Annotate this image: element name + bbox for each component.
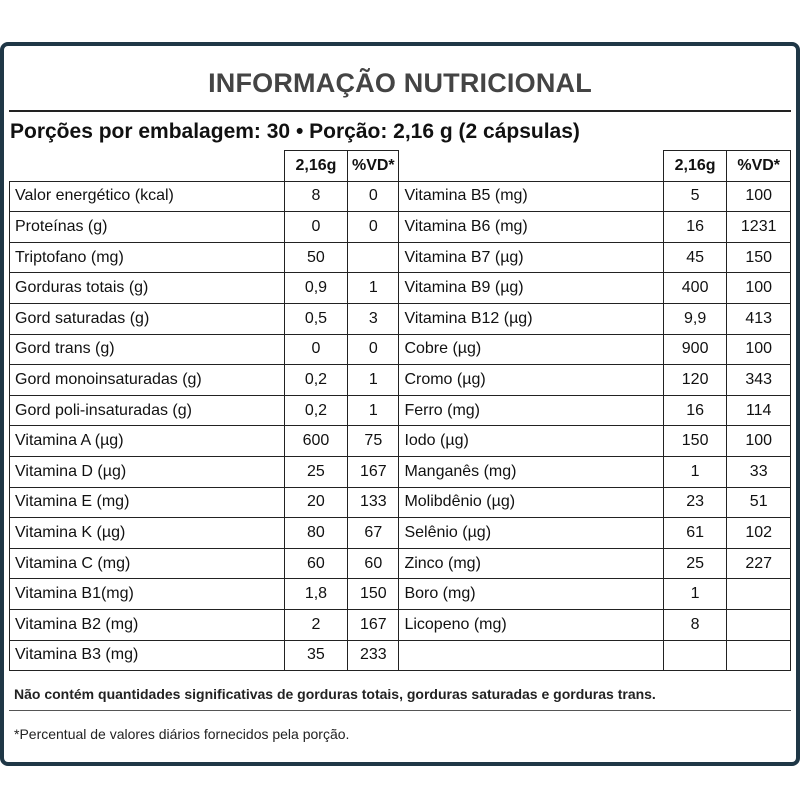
dv-left: 133 xyxy=(348,487,399,518)
dv-left: 1 xyxy=(348,273,399,304)
amount-left: 1,8 xyxy=(284,579,348,610)
amount-left: 50 xyxy=(284,242,348,273)
nutrient-name-left: Vitamina K (µg) xyxy=(10,518,285,549)
amount-right: 1 xyxy=(663,456,727,487)
nutrient-name-right: Molibdênio (µg) xyxy=(399,487,663,518)
nutrient-name-right: Vitamina B12 (µg) xyxy=(399,303,663,334)
amount-right: 25 xyxy=(663,548,727,579)
dv-right: 114 xyxy=(727,395,791,426)
amount-right: 1 xyxy=(663,579,727,610)
dv-right: 102 xyxy=(727,518,791,549)
nutrient-name-right: Zinco (mg) xyxy=(399,548,663,579)
dv-left: 0 xyxy=(348,212,399,243)
nutrient-name-left: Gord monoinsaturadas (g) xyxy=(10,365,285,396)
nutrient-name-left: Gorduras totais (g) xyxy=(10,273,285,304)
dv-right: 51 xyxy=(727,487,791,518)
amount-left: 8 xyxy=(284,181,348,212)
amount-right: 8 xyxy=(663,609,727,640)
nutrient-name-right: Cromo (µg) xyxy=(399,365,663,396)
amount-right: 9,9 xyxy=(663,303,727,334)
nutrient-name-right: Boro (mg) xyxy=(399,579,663,610)
dv-right: 1231 xyxy=(727,212,791,243)
amount-left: 80 xyxy=(284,518,348,549)
nutrient-name-right: Iodo (µg) xyxy=(399,426,663,457)
nutrient-name-left: Vitamina B1(mg) xyxy=(10,579,285,610)
header-dv-right: %VD* xyxy=(727,151,791,182)
table-row xyxy=(10,273,791,304)
table-header-row xyxy=(10,151,791,182)
dv-left: 167 xyxy=(348,609,399,640)
table-row xyxy=(10,609,791,640)
nutrient-name-right: Vitamina B7 (µg) xyxy=(399,242,663,273)
dv-left: 233 xyxy=(348,640,399,671)
nutrient-name-right: Vitamina B9 (µg) xyxy=(399,273,663,304)
dv-right: 227 xyxy=(727,548,791,579)
dv-left: 1 xyxy=(348,365,399,396)
dv-left: 3 xyxy=(348,303,399,334)
amount-right: 900 xyxy=(663,334,727,365)
nutrient-name-right: Cobre (µg) xyxy=(399,334,663,365)
dv-left: 167 xyxy=(348,456,399,487)
nutrient-name-left: Gord trans (g) xyxy=(10,334,285,365)
nutrient-name-right: Vitamina B5 (mg) xyxy=(399,181,663,212)
dv-left: 75 xyxy=(348,426,399,457)
table-row xyxy=(10,456,791,487)
amount-left: 0,2 xyxy=(284,395,348,426)
table-row xyxy=(10,426,791,457)
dv-right xyxy=(727,579,791,610)
amount-right: 23 xyxy=(663,487,727,518)
nutrient-name-left: Vitamina D (µg) xyxy=(10,456,285,487)
nutrient-name-right: Selênio (µg) xyxy=(399,518,663,549)
dv-left: 67 xyxy=(348,518,399,549)
dv-left: 150 xyxy=(348,579,399,610)
nutrition-panel xyxy=(0,42,800,766)
nutrient-name-right: Manganês (mg) xyxy=(399,456,663,487)
table-row xyxy=(10,395,791,426)
header-dv-left: %VD* xyxy=(348,151,399,182)
nutrient-name-left: Gord poli-insaturadas (g) xyxy=(10,395,285,426)
amount-left: 0 xyxy=(284,212,348,243)
header-amount-right: 2,16g xyxy=(663,151,727,182)
dv-left: 60 xyxy=(348,548,399,579)
amount-right: 5 xyxy=(663,181,727,212)
amount-right: 61 xyxy=(663,518,727,549)
significance-note: Não contém quantidades significativas de gorduras totais, gorduras saturadas e gorduras trans. xyxy=(14,686,656,702)
dv-right: 33 xyxy=(727,456,791,487)
amount-left: 600 xyxy=(284,426,348,457)
table-row xyxy=(10,518,791,549)
panel-title: INFORMAÇÃO NUTRICIONAL xyxy=(208,68,592,98)
dv-left: 0 xyxy=(348,334,399,365)
table-row xyxy=(10,242,791,273)
dv-right: 413 xyxy=(727,303,791,334)
dv-right xyxy=(727,640,791,671)
table-row xyxy=(10,548,791,579)
table-row xyxy=(10,579,791,610)
dv-left: 1 xyxy=(348,395,399,426)
dv-right: 100 xyxy=(727,273,791,304)
amount-right: 400 xyxy=(663,273,727,304)
dv-right xyxy=(727,609,791,640)
amount-left: 60 xyxy=(284,548,348,579)
amount-left: 0,2 xyxy=(284,365,348,396)
nutrition-table xyxy=(9,150,791,671)
amount-right: 150 xyxy=(663,426,727,457)
dv-right: 100 xyxy=(727,334,791,365)
amount-left: 35 xyxy=(284,640,348,671)
amount-left: 25 xyxy=(284,456,348,487)
amount-right: 120 xyxy=(663,365,727,396)
amount-left: 2 xyxy=(284,609,348,640)
nutrient-name-left: Triptofano (mg) xyxy=(10,242,285,273)
table-row xyxy=(10,487,791,518)
nutrient-name-left: Vitamina B2 (mg) xyxy=(10,609,285,640)
amount-right: 45 xyxy=(663,242,727,273)
table-row xyxy=(10,181,791,212)
dv-right: 343 xyxy=(727,365,791,396)
header-blank-left xyxy=(10,151,285,182)
amount-right: 16 xyxy=(663,395,727,426)
dv-right: 150 xyxy=(727,242,791,273)
nutrient-name-left: Valor energético (kcal) xyxy=(10,181,285,212)
nutrient-name-left: Gord saturadas (g) xyxy=(10,303,285,334)
dv-right: 100 xyxy=(727,181,791,212)
nutrient-name-right: Licopeno (mg) xyxy=(399,609,663,640)
table-row xyxy=(10,303,791,334)
nutrient-name-left: Vitamina B3 (mg) xyxy=(10,640,285,671)
title-divider xyxy=(9,110,791,112)
footer-divider xyxy=(9,710,791,711)
nutrient-name-right xyxy=(399,640,663,671)
table-row xyxy=(10,640,791,671)
header-amount-left: 2,16g xyxy=(284,151,348,182)
table-row xyxy=(10,365,791,396)
serving-info: Porções por embalagem: 30 • Porção: 2,16 g (2 cápsulas) xyxy=(10,120,580,143)
dv-right: 100 xyxy=(727,426,791,457)
nutrient-name-left: Vitamina A (µg) xyxy=(10,426,285,457)
nutrient-name-left: Vitamina C (mg) xyxy=(10,548,285,579)
dv-footnote: *Percentual de valores diários fornecidos pela porção. xyxy=(14,726,350,742)
header-blank-right xyxy=(399,151,663,182)
amount-right: 16 xyxy=(663,212,727,243)
table-row xyxy=(10,334,791,365)
amount-left: 0,9 xyxy=(284,273,348,304)
amount-left: 20 xyxy=(284,487,348,518)
amount-right xyxy=(663,640,727,671)
amount-left: 0 xyxy=(284,334,348,365)
dv-left xyxy=(348,242,399,273)
nutrient-name-left: Proteínas (g) xyxy=(10,212,285,243)
amount-left: 0,5 xyxy=(284,303,348,334)
dv-left: 0 xyxy=(348,181,399,212)
table-row xyxy=(10,212,791,243)
nutrient-name-right: Ferro (mg) xyxy=(399,395,663,426)
nutrient-name-left: Vitamina E (mg) xyxy=(10,487,285,518)
nutrient-name-right: Vitamina B6 (mg) xyxy=(399,212,663,243)
